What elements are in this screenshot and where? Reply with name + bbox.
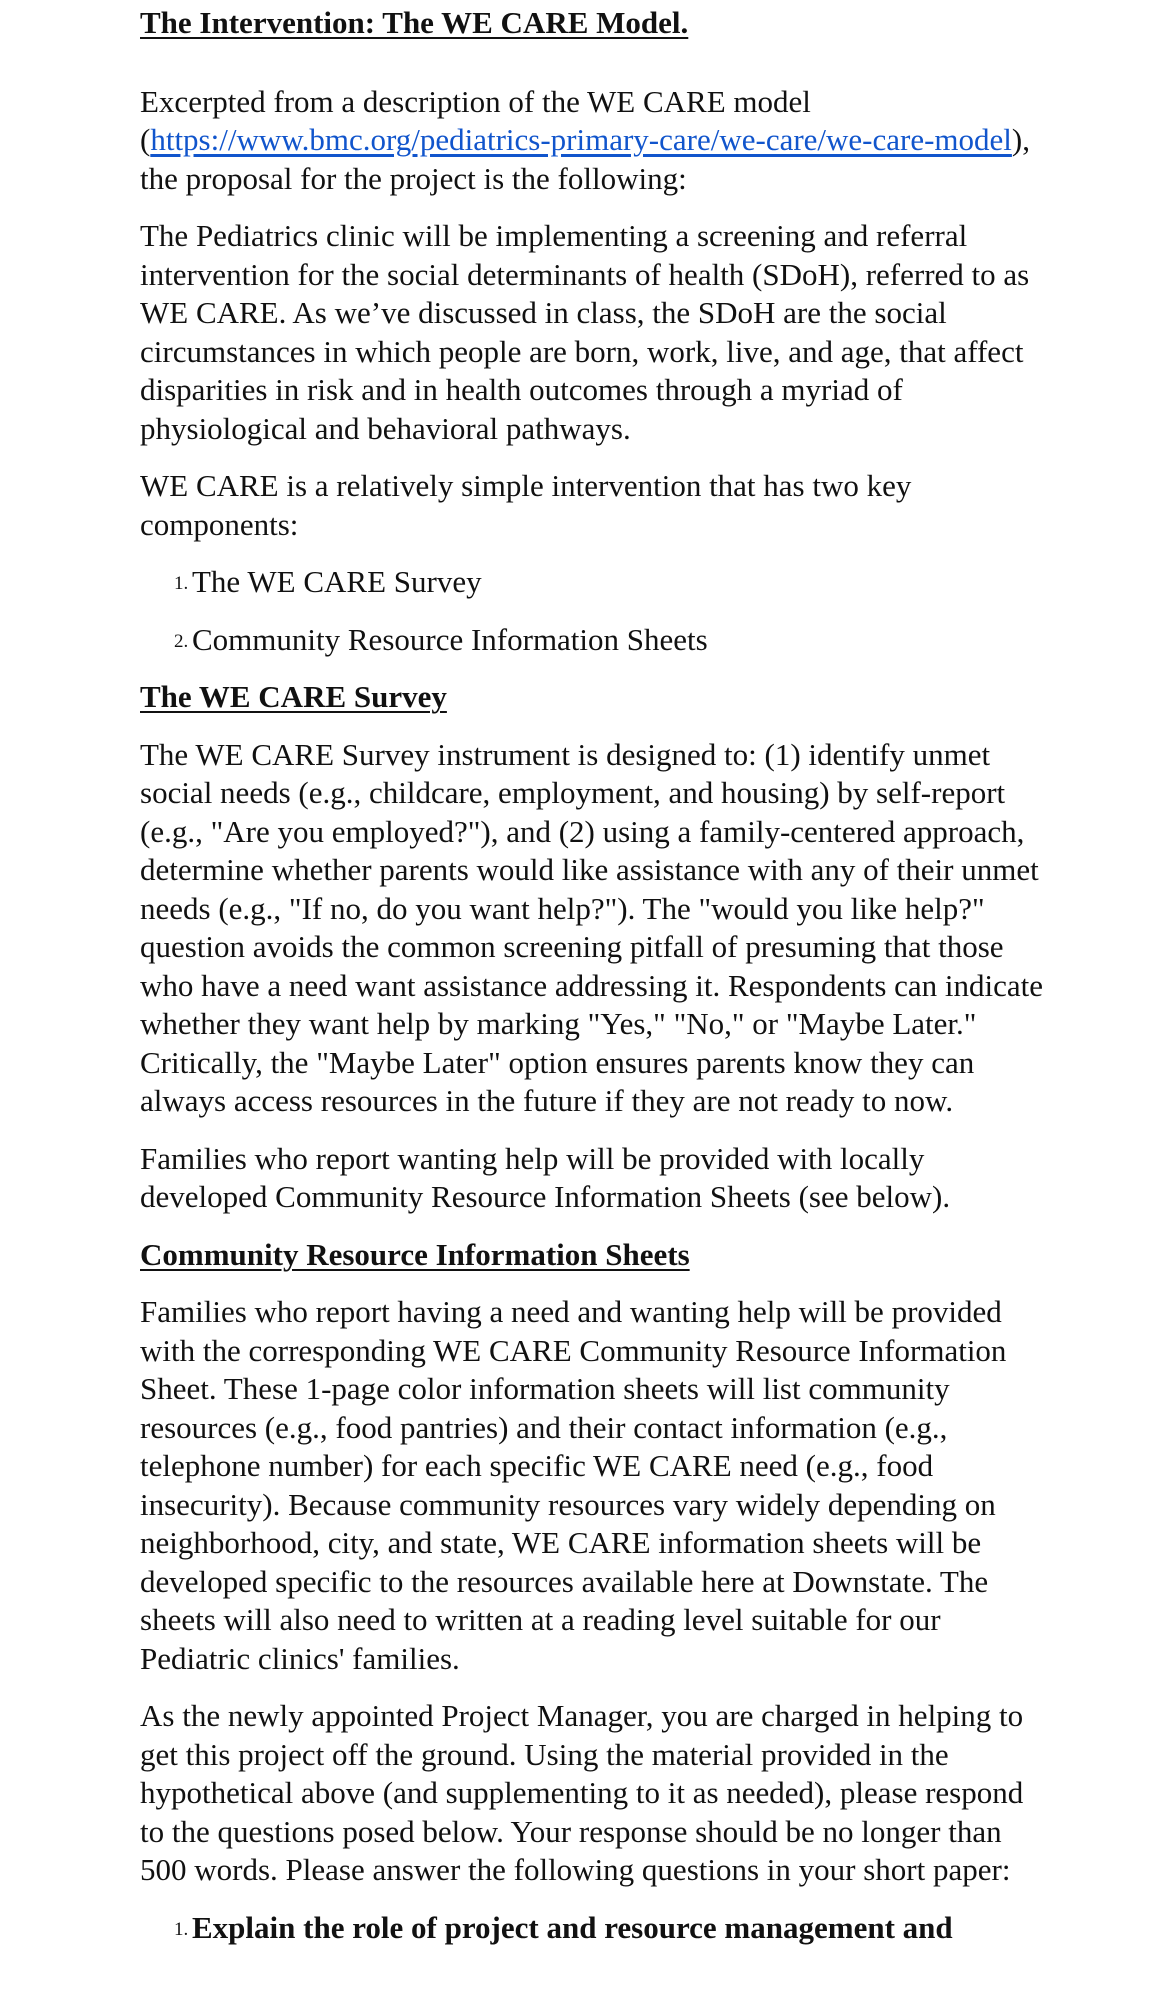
list-item-text: Community Resource Information Sheets (192, 621, 708, 657)
list-item (140, 621, 1050, 660)
list-item (140, 563, 1050, 602)
intro-text-before: Excerpted from a description of the WE CARE model ( (140, 83, 811, 157)
list-number: 1. (174, 1918, 189, 1940)
we-care-model-link[interactable]: https://www.bmc.org/pediatrics-primary-care/we-care/we-care-model (150, 122, 1012, 157)
intro-paragraph (140, 83, 1050, 199)
list-item-text: Explain the role of project and resource management and (192, 1909, 953, 1945)
document-page (140, 0, 1050, 1966)
survey-heading: The WE CARE Survey (140, 679, 447, 714)
list-item-text: The WE CARE Survey (192, 564, 482, 599)
list-number: 2. (174, 630, 189, 652)
list-item (140, 1909, 1050, 1948)
sheets-heading: Community Resource Information Sheets (140, 1236, 690, 1272)
page-title: The Intervention: The WE CARE Model. (140, 5, 689, 40)
list-number: 1. (174, 573, 189, 594)
components-paragraph: WE CARE is a relatively simple intervention that has two key components: (140, 468, 912, 542)
questions-list (140, 1909, 1050, 1948)
sheets-paragraph: Families who report having a need and wanting help will be provided with the corresponding WE CARE Community Resource Information Sheet. These 1-page color information sheets will list community resources (e.g., food pantries) and their contact information (e.g., telephone number) for each specific WE CARE need (e.g., food insecurity). Because community resources vary widely depending on neighborhood, city, and state, WE CARE information sheets will be developed specific to the resources available here at Downstate. The sheets will also need to written at a reading level suitable for our Pediatric clinics' families. (140, 1294, 1007, 1676)
survey-paragraph: The WE CARE Survey instrument is designed to: (1) identify unmet social needs (e.g., childcare, employment, and housing) by self-report (e.g., "Are you employed?"), and (2) using a family-centered approach, determine whether parents would like assistance with any of their unmet needs (e.g., "If no, do you want help?"). The "would you like help?" question avoids the common screening pitfall of presuming that those who have a need want assistance addressing it. Respondents can indicate whether they want help by marking "Yes," "No," or "Maybe Later." Critically, the "Maybe Later" option ensures parents know they can always access resources in the future if they are not ready to now. (140, 736, 1044, 1118)
components-list (140, 563, 1050, 659)
intro-text-after: ), the proposal for the project is the following: (140, 122, 1030, 196)
sdoh-paragraph: The Pediatrics clinic will be implementing a screening and referral intervention for the social determinants of health (SDoH), referred to as WE CARE. As we’ve discussed in class, the SDoH are the social circumstances in which people are born, work, live, and age, that affect disparities in risk and in health outcomes through a myriad of physiological and behavioral pathways. (140, 218, 1030, 446)
survey-followup-paragraph: Families who report wanting help will be provided with locally developed Community Resource Information Sheets (see below). (140, 1140, 951, 1214)
project-manager-paragraph: As the newly appointed Project Manager, you are charged in helping to get this project off the ground. Using the material provided in the hypothetical above (and supplementing to it as needed), please respond to the questions posed below. Your response should be no longer than 500 words. Please answer the following questions in your short paper: (140, 1698, 1024, 1887)
